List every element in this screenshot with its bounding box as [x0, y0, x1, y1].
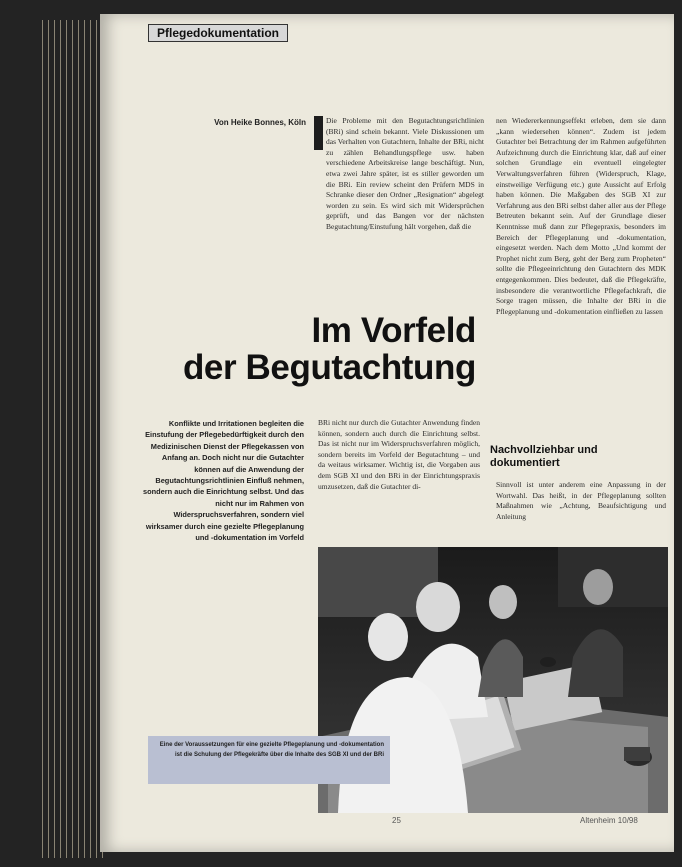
body-column-middle-top: Die Probleme mit den Begutachtungsrichtlinien (BRi) sind schein bekannt. Viele Diskussionen um das Verhalten von Gutachtern, Inhalte der BRi, nicht zu zählen Behandlungspflege usw. haben verschiedene Arbeitskreise lange beschäftigt. Nun, etwa zwei Jahre später, ist es stiller geworden um die BRi. Ein review scheint den Prüfern MDS in Schranke dieser den Ordner „Resignation“ abgelegt worden zu sein. Es wird sich mit Widersprüchen geprüft, und das Bangen vor der nächsten Begutachtung/Einstufung hält vorgehen, daß die	[326, 116, 484, 231]
photo-caption: Eine der Voraussetzungen für eine gezielte Pflegeplanung und -dokumentation ist die Schulung der Pflegekräfte über die Inhalte des SGB XI und der BRi	[148, 736, 390, 784]
byline: Von Heike Bonnes, Köln	[214, 118, 306, 127]
section-label: Pflegedokumentation	[148, 24, 288, 42]
headline-line-2: der Begutachtung	[182, 348, 476, 387]
body-column-right-bottom: Sinnvoll ist unter anderem eine Anpassung in der Wortwahl. Das heißt, in der Pflegeplanung sollten Maßnahmen wie „Achtung, Beaufsichtigung und Anleitung	[496, 480, 666, 521]
headline-line-1: Im Vorfeld	[311, 311, 476, 350]
drop-cap-bar	[314, 116, 323, 150]
subheading: Nachvollziehbar und dokumentiert	[490, 444, 598, 469]
magazine-page	[100, 14, 674, 852]
lead-paragraph: Konflikte und Irritationen begleiten die Einstufung der Pflegebedürftigkeit durch den Medizinischen Dienst der Pflegekassen von Anfang an. Doch nicht nur die Gutachter können auf die Anwendung der Begutachtungsrichtlinien Einfluß nehmen, sondern auch die Einrichtung selbst. Und das nicht nur im Rahmen von Widerspruchsverfahren, sondern viel wirksamer durch eine gezielte Pflegeplanung und -dokumentation im Vorfeld	[143, 419, 304, 543]
body-column-right: nen Wiedererkennungseffekt erleben, dem sie dann „kann wiedersehen können“. Zudem ist jedem Gutachter bei Betrachtung der im Rahmen aufgeführten Aufzeichnung durch die Einrichtung klar, daß auf einer solchen Grundlage ein eventuell eingelegter Verwaltungsverfahren führen (Widerspruch, Klage, einstweilige Verfügung etc.) gute Aussicht auf Erfolg haben können. Die Maßgaben des SGB XI zur Verfahrung aus den BRi selbst daher aller aus der Pflege Betreuten bekannt sein. Auf der Grundlage dieser Kenntnisse muß dann zur Pflegepraxis, besonders im Bereich der Pflegeplanung und -dokumentation, eingesetzt werden. Nach dem Motto „Und kommt der Prophet nicht zum Berg, geht der Berg zum Propheten“ sollte die Pflegeeinrichtung den Gutachtern des MDK entgegenkommen. Dies bedeutet, daß die Pflegekräfte, insbesondere die verantwortliche Pflegefachkraft, die Sorge tragen müssen, die Inhalte der BRi in die Pflegeplanung und -dokumentation einfließen zu lassen	[496, 116, 666, 316]
body-column-middle-bottom: BRi nicht nur durch die Gutachter Anwendung finden können, sondern auch durch die Einrichtung selbst. Das ist nicht nur im Widerspruchsverfahren möglich, sondern bereits im Vorfeld der Begutachtung – und da weitaus wirksamer. Wichtig ist, die Vorgaben aus dem SGB XI und den BRi in der Einrichtungspraxis umzusetzen, daß die Gutachter di-	[318, 418, 480, 491]
page-number: 25	[392, 816, 401, 825]
headline	[170, 312, 476, 386]
issue-label: Altenheim 10/98	[580, 816, 638, 825]
